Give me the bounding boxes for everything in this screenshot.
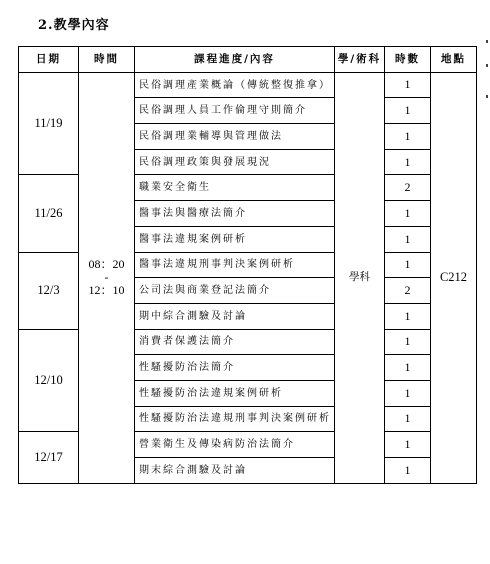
course-content: 營業衛生及傳染病防治法簡介 <box>135 432 335 458</box>
course-hours: 1 <box>385 252 431 278</box>
date-cell: 12/17 <box>19 432 79 483</box>
course-hours: 1 <box>385 124 431 150</box>
schedule-table <box>18 46 477 484</box>
course-content: 醫事法違規刑事判決案例研析 <box>135 252 335 278</box>
section-title: 2.教學內容 <box>38 18 110 33</box>
time-start: 08：20 <box>88 256 125 271</box>
date-cell: 11/19 <box>19 72 79 175</box>
time-cell <box>79 72 135 483</box>
course-hours: 1 <box>385 303 431 329</box>
course-hours: 1 <box>385 355 431 381</box>
course-hours: 1 <box>385 432 431 458</box>
course-content: 消費者保護法簡介 <box>135 329 335 355</box>
date-cell: 12/3 <box>19 252 79 329</box>
course-hours: 1 <box>385 201 431 227</box>
course-content: 性騷擾防治法違規刑事判決案例研析 <box>135 406 335 432</box>
course-content: 醫事法與醫療法簡介 <box>135 201 335 227</box>
course-hours: 1 <box>385 329 431 355</box>
course-content: 民俗調理業輔導與管理做法 <box>135 124 335 150</box>
time-end: 12：10 <box>88 283 125 298</box>
course-content: 公司法與商業登記法簡介 <box>135 278 335 304</box>
course-hours: 1 <box>385 226 431 252</box>
header-date: 日期 <box>19 47 79 73</box>
course-content: 期末綜合測驗及討論 <box>135 458 335 484</box>
date-cell: 12/10 <box>19 329 79 432</box>
course-hours: 2 <box>385 175 431 201</box>
venue-cell: C212 <box>431 72 477 483</box>
header-venue: 地點 <box>431 47 477 73</box>
course-type: 學科 <box>335 72 385 483</box>
table-header-row <box>19 47 477 73</box>
course-hours: 1 <box>385 149 431 175</box>
header-content: 課程進度/內容 <box>135 47 335 73</box>
course-content: 民俗調理人員工作倫理守則簡介 <box>135 98 335 124</box>
course-content: 性騷擾防治法簡介 <box>135 355 335 381</box>
course-content: 性騷擾防治法違規案例研析 <box>135 380 335 406</box>
course-content: 期中綜合測驗及討論 <box>135 303 335 329</box>
edge-mark <box>486 64 488 67</box>
edge-mark <box>486 95 488 98</box>
course-content: 民俗調理政策與發展現況 <box>135 149 335 175</box>
course-hours: 1 <box>385 380 431 406</box>
course-hours: 2 <box>385 278 431 304</box>
course-content: 民俗調理產業概論（傳統整復推拿） <box>135 72 335 98</box>
time-dash: - <box>104 270 109 285</box>
header-time: 時間 <box>79 47 135 73</box>
table-row <box>19 72 477 98</box>
course-hours: 1 <box>385 72 431 98</box>
edge-mark <box>486 40 488 43</box>
course-hours: 1 <box>385 406 431 432</box>
course-hours: 1 <box>385 98 431 124</box>
course-hours: 1 <box>385 458 431 484</box>
header-hours: 時數 <box>385 47 431 73</box>
date-cell: 11/26 <box>19 175 79 252</box>
header-type: 學/術科 <box>335 47 385 73</box>
course-content: 職業安全衛生 <box>135 175 335 201</box>
course-content: 醫事法違規案例研析 <box>135 226 335 252</box>
